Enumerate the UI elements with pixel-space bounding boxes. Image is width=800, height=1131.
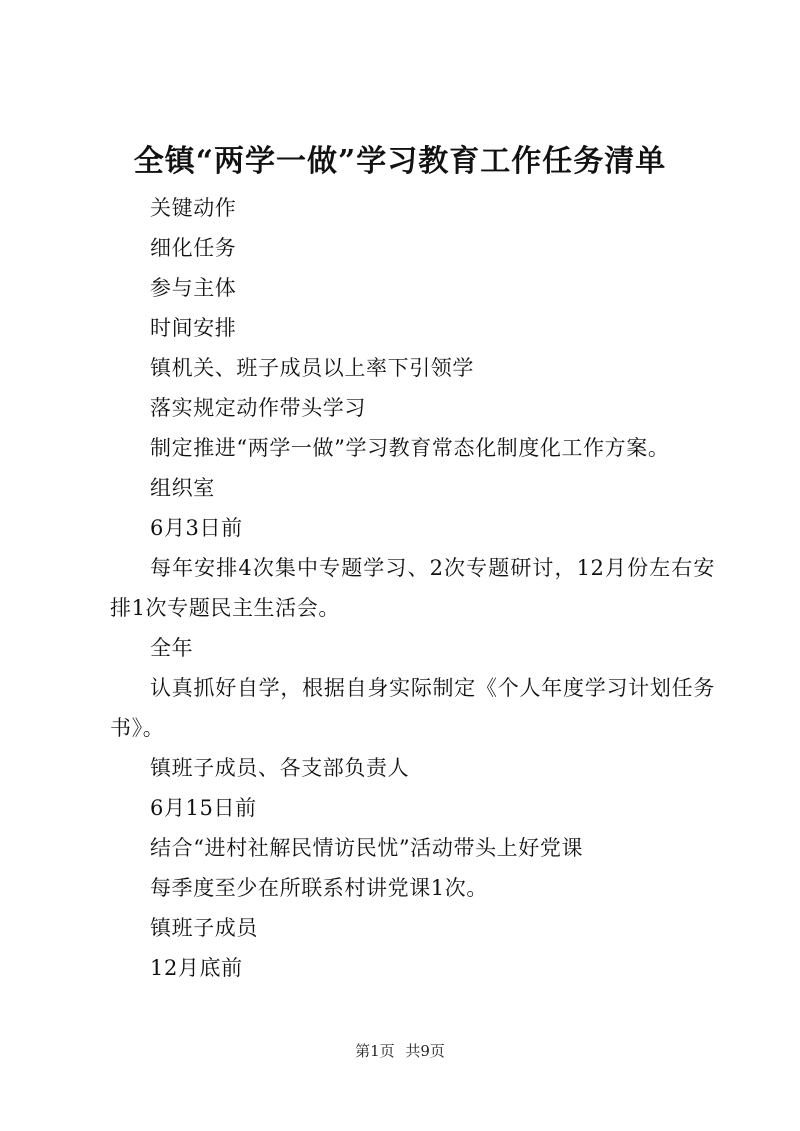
paragraph: 认真抓好自学，根据自身实际制定《个人年度学习计划任务书》。	[110, 676, 715, 740]
paragraph: 关键动作	[150, 196, 237, 220]
document-body	[110, 188, 715, 988]
paragraph: 落实规定动作带头学习	[150, 396, 366, 420]
paragraph: 全年	[150, 636, 194, 660]
paragraph: 镇班子成员、各支部负责人	[150, 756, 410, 780]
paragraph: 每年安排4次集中专题学习、2次专题研讨，12月份左右安排1次专题民主生活会。	[110, 556, 715, 620]
paragraph: 参与主体	[150, 276, 237, 300]
paragraph: 细化任务	[150, 236, 237, 260]
paragraph: 镇班子成员	[150, 916, 258, 940]
paragraph: 结合“进村社解民情访民忧”活动带头上好党课	[150, 836, 584, 860]
page-total: 共9页	[405, 1042, 445, 1060]
page-footer	[0, 1040, 800, 1062]
document-title: 全镇“两学一做”学习教育工作任务清单	[133, 144, 667, 179]
paragraph: 12月底前	[150, 956, 243, 980]
paragraph: 每季度至少在所联系村讲党课1次。	[150, 876, 488, 900]
paragraph: 6月15日前	[150, 796, 257, 820]
paragraph: 6月3日前	[150, 516, 243, 540]
paragraph: 组织室	[150, 476, 215, 500]
paragraph: 时间安排	[150, 316, 237, 340]
paragraph: 制定推进“两学一做”学习教育常态化制度化工作方案。	[150, 436, 670, 460]
paragraph: 镇机关、班子成员以上率下引领学	[150, 356, 474, 380]
page-number: 第1页	[355, 1042, 395, 1060]
